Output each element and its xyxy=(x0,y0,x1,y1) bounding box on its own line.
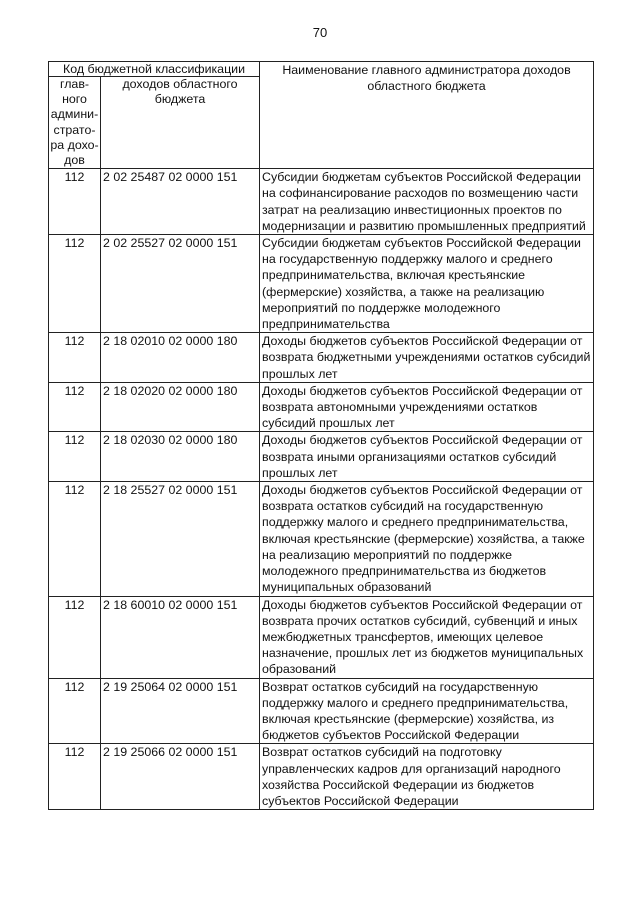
table-row xyxy=(49,432,594,482)
table-row xyxy=(49,744,594,810)
administrator-name-cell: Доходы бюджетов субъектов Российской Федерации от возврата автономными учреждениями остатков субсидий прошлых лет xyxy=(260,382,594,432)
income-code-cell: 2 18 02020 02 0000 180 xyxy=(101,382,260,432)
income-code-cell: 2 18 25527 02 0000 151 xyxy=(101,482,260,596)
administrator-name-cell: Субсидии бюджетам субъектов Российской Федерации на софинансирование расходов по возмещению части затрат на реализацию инвестиционных проектов по модернизации и развитию промышленных предприятий xyxy=(260,169,594,235)
table-row xyxy=(49,382,594,432)
income-code-cell: 2 19 25064 02 0000 151 xyxy=(101,678,260,744)
table-row xyxy=(49,169,594,235)
administrator-code-cell: 112 xyxy=(49,744,101,810)
table-row xyxy=(49,678,594,744)
table-row xyxy=(49,333,594,383)
income-code-cell: 2 18 60010 02 0000 151 xyxy=(101,596,260,678)
income-code-cell: 2 18 02010 02 0000 180 xyxy=(101,333,260,383)
chief-administrator-header-text: глав- ного админи- страто- ра дохо- дов xyxy=(50,77,99,168)
page-number: 70 xyxy=(312,25,328,40)
budget-classification-code-header: Код бюджетной классификации xyxy=(49,62,260,77)
administrator-code-cell: 112 xyxy=(49,678,101,744)
administrator-name-cell: Субсидии бюджетам субъектов Российской Федерации на государственную поддержку малого и среднего предпринимательства, включая крестьянские (фермерские) хозяйства, а также на реализацию мероприятий по поддержке молодежного предпринимательства xyxy=(260,235,594,333)
table-row xyxy=(49,596,594,678)
income-code-cell: 2 02 25487 02 0000 151 xyxy=(101,169,260,235)
budget-classification-table xyxy=(48,61,594,810)
table-body xyxy=(49,169,594,810)
administrator-code-cell: 112 xyxy=(49,432,101,482)
income-code-cell: 2 02 25527 02 0000 151 xyxy=(101,235,260,333)
income-code-cell: 2 18 02030 02 0000 180 xyxy=(101,432,260,482)
administrator-name-cell: Возврат остатков субсидий на государственную поддержку малого и среднего предпринимательства, включая крестьянские (фермерские) хозяйства, из бюджетов субъектов Российской Федерации xyxy=(260,678,594,744)
administrator-name-cell: Доходы бюджетов субъектов Российской Федерации от возврата остатков субсидий на государственную поддержку малого и среднего предпринимательства, включая крестьянские (фермерские) хозяйства, а также на реализацию мероприятий по поддержке молодежного предпринимательства из бюджетов муниципальных образований xyxy=(260,482,594,596)
administrator-code-cell: 112 xyxy=(49,235,101,333)
table-row xyxy=(49,482,594,596)
income-code-header: доходов областного бюджета xyxy=(101,77,260,169)
administrator-name-cell: Доходы бюджетов субъектов Российской Федерации от возврата иными организациями остатков субсидий прошлых лет xyxy=(260,432,594,482)
administrator-code-cell: 112 xyxy=(49,382,101,432)
administrator-code-cell: 112 xyxy=(49,333,101,383)
administrator-code-cell: 112 xyxy=(49,482,101,596)
income-code-cell: 2 19 25066 02 0000 151 xyxy=(101,744,260,810)
administrator-code-cell: 112 xyxy=(49,169,101,235)
table-row xyxy=(49,235,594,333)
administrator-name-header: Наименование главного администратора доходов областного бюджета xyxy=(260,62,594,169)
administrator-name-cell: Доходы бюджетов субъектов Российской Федерации от возврата прочих остатков субсидий, субвенций и иных межбюджетных трансфертов, имеющих целевое назначение, прошлых лет из бюджетов муниципальных образований xyxy=(260,596,594,678)
administrator-name-cell: Возврат остатков субсидий на подготовку управленческих кадров для организаций народного хозяйства Российской Федерации из бюджетов субъектов Российской Федерации xyxy=(260,744,594,810)
chief-administrator-header xyxy=(49,77,101,169)
administrator-name-cell: Доходы бюджетов субъектов Российской Федерации от возврата бюджетными учреждениями остатков субсидий прошлых лет xyxy=(260,333,594,383)
administrator-code-cell: 112 xyxy=(49,596,101,678)
